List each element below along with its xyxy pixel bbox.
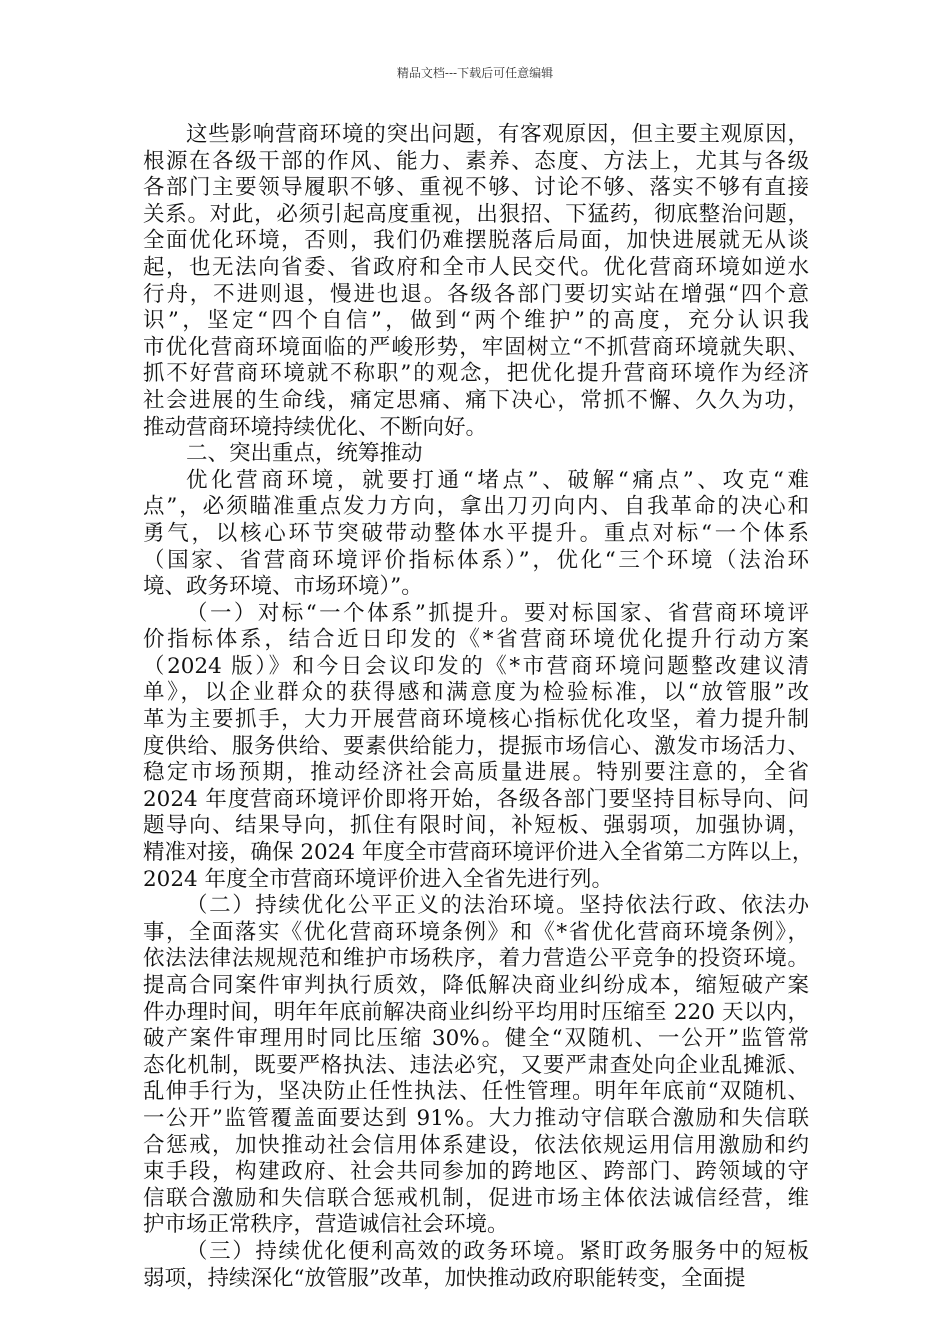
paragraph-line: 稳定市场预期，推动经济社会高质量进展。特别要注意的，全省 — [143, 760, 809, 786]
paragraph-line: 乱伸手行为，坚决防止任性执法、任性管理。明年年底前“双随机、 — [143, 1079, 809, 1105]
paragraph-line: 束手段，构建政府、社会共同参加的跨地区、跨部门、跨领域的守 — [143, 1159, 809, 1185]
paragraph-line: 抓不好营商环境就不称职”的观念，把优化提升营商环境作为经济 — [143, 361, 809, 387]
paragraph-line: 提高合同案件审判执行质效，降低解决商业纠纷成本，缩短破产案 — [143, 973, 809, 998]
paragraph — [143, 122, 809, 441]
paragraph-line: 护市场正常秩序，营造诚信社会环境。 — [143, 1212, 509, 1238]
paragraph-line: （2024 版）》和今日会议印发的《*市营商环境问题整改建议清 — [143, 653, 809, 679]
paragraph-line: （二）持续优化公平正义的法治环境。坚持依法行政、依法办 — [186, 893, 809, 919]
paragraph-line: 根源在各级干部的作风、能力、素养、态度、方法上，尤其与各级 — [143, 148, 809, 174]
page-header: 精品文档---下载后可任意编辑 — [396, 66, 554, 80]
paragraph — [143, 600, 814, 894]
paragraph-line: 题导向、结果导向，抓住有限时间，补短板、强弱项，加强协调， — [143, 813, 809, 839]
document-body — [143, 122, 814, 1292]
paragraph-line: 一公开”监管覆盖面要达到 91%。大力推动守信联合激励和失信联 — [143, 1105, 809, 1131]
paragraph-line: 2024 年度全市营商环境评价进入全省先进行列。 — [143, 866, 614, 892]
paragraph-line: （三）持续优化便利高效的政务环境。紧盯政务服务中的短板 — [186, 1238, 809, 1264]
paragraph-line: 识”，坚定“四个自信”，做到“两个维护”的高度，充分认识我 — [143, 308, 809, 334]
paragraph-line: 这些影响营商环境的突出问题，有客观原因，但主要主观原因， — [186, 122, 809, 147]
paragraph-line: 破产案件审理用时同比压缩 30%。健全“双随机、一公开”监管常 — [143, 1026, 809, 1052]
paragraph-line: 勇气，以核心环节突破带动整体水平提升。重点对标“一个体系 — [143, 520, 809, 546]
paragraph-line: 各部门主要领导履职不够、重视不够、讨论不够、落实不够有直接 — [143, 175, 809, 201]
paragraph-line: 行舟，不进则退，慢进也退。各级各部门要切实站在增强“四个意 — [143, 281, 809, 307]
paragraph-line: 点”，必须瞄准重点发力方向，拿出刀刃向内、自我革命的决心和 — [143, 494, 809, 520]
paragraph-line: 度供给、服务供给、要素供给能力，提振市场信心、激发市场活力、 — [143, 733, 809, 759]
paragraph-line: 单》，以企业群众的获得感和满意度为检验标准，以“放管服”改 — [143, 680, 809, 706]
paragraph-line: 全面优化环境，否则，我们仍难摆脱落后局面，加快进展就无从谈 — [143, 228, 809, 254]
paragraph — [143, 1239, 809, 1292]
paragraph-line: 革为主要抓手，大力开展营商环境核心指标优化攻坚，着力提升制 — [143, 707, 809, 733]
paragraph-line: 关系。对此，必须引起高度重视，出狠招、下猛药，彻底整治问题， — [143, 201, 809, 227]
paragraph-line: 境、政务环境、市场环境）”。 — [143, 574, 423, 600]
paragraph-line: 依法法律法规规范和维护市场秩序，着力营造公平竞争的投资环境。 — [143, 946, 809, 972]
paragraph-line: （一）对标“一个体系”抓提升。要对标国家、省营商环境评 — [186, 600, 809, 626]
paragraph — [143, 468, 809, 601]
paragraph-line: 态化机制，既要严格执法、违法必究，又要严肃查处向企业乱摊派、 — [143, 1052, 809, 1078]
paragraph-line: 件办理时间，明年年底前解决商业纠纷平均用时压缩至 220 天以内， — [143, 999, 809, 1025]
paragraph-line: 弱项，持续深化“放管服”改革，加快推动政府职能转变，全面提 — [143, 1265, 746, 1291]
paragraph-line: 社会进展的生命线，痛定思痛、痛下决心，常抓不懈、久久为功， — [143, 387, 809, 413]
paragraph-line: 信联合激励和失信联合惩戒机制，促进市场主体依法诚信经营，维 — [143, 1185, 809, 1211]
paragraph-line: 精准对接，确保 2024 年度全市营商环境评价进入全省第二方阵以上， — [143, 840, 814, 866]
paragraph-line: 价指标体系，结合近日印发的《*省营商环境优化提升行动方案 — [143, 627, 809, 653]
paragraph-line: 事，全面落实《优化营商环境条例》和《*省优化营商环境条例》， — [143, 919, 809, 945]
paragraph — [143, 441, 809, 468]
paragraph-line: 起，也无法向省委、省政府和全市人民交代。优化营商环境如逆水 — [143, 254, 809, 280]
paragraph-line: 市优化营商环境面临的严峻形势，牢固树立“不抓营商环境就失职、 — [143, 334, 809, 360]
paragraph — [143, 893, 809, 1239]
paragraph-line: 推动营商环境持续优化、不断向好。 — [143, 414, 488, 440]
paragraph-line: 二、突出重点，统筹推动 — [186, 441, 423, 467]
paragraph-line: 优化营商环境，就要打通“堵点”、破解“痛点”、攻克“难 — [186, 467, 809, 493]
paragraph-line: （国家、省营商环境评价指标体系）”，优化“三个环境（法治环 — [143, 547, 809, 573]
paragraph-line: 合惩戒，加快推动社会信用体系建设，依法依规运用信用激励和约 — [143, 1132, 809, 1158]
paragraph-line: 2024 年度营商环境评价即将开始，各级各部门要坚持目标导向、问 — [143, 786, 809, 812]
